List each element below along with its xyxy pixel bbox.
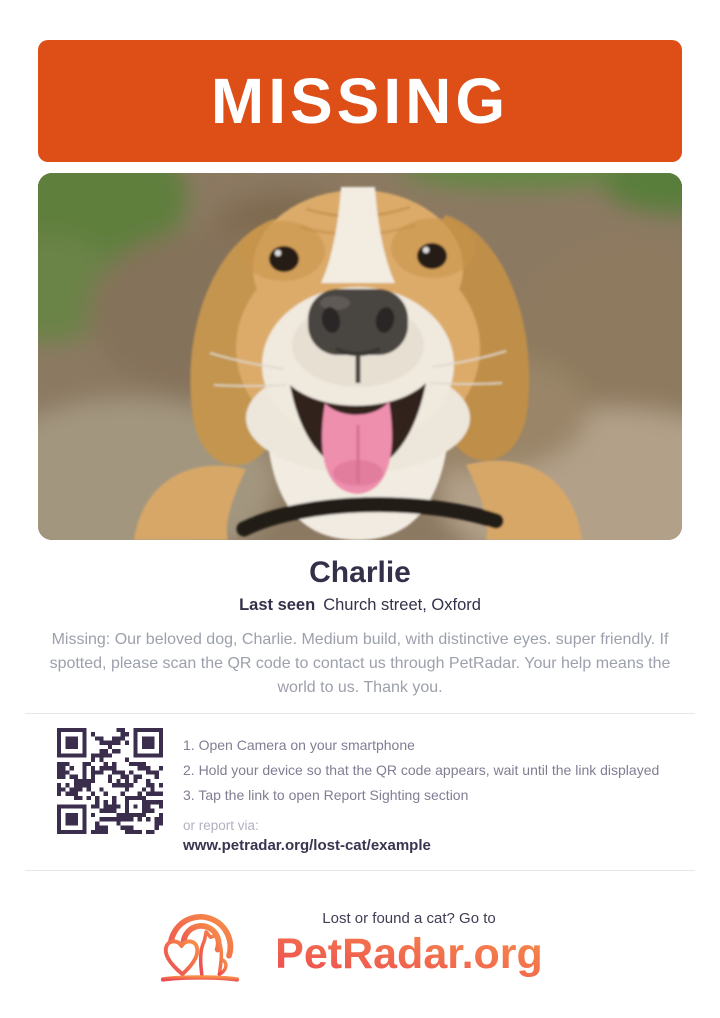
footer-text (254, 909, 564, 984)
cat-silhouette-icon (201, 932, 222, 974)
pet-description: Missing: Our beloved dog, Charlie. Medium build, with distinctive eyes. super friendly. If spotted, please scan the QR code to contact us through PetRadar. Your help means the world to us. Thank you. (49, 631, 671, 696)
footer-tagline: Lost or found a cat? Go to (322, 909, 496, 927)
petradar-logo (156, 899, 244, 993)
report-url: www.petradar.org/lost-cat/example (183, 837, 431, 854)
divider-bottom (25, 870, 695, 871)
heart-icon (166, 941, 198, 974)
footer (38, 899, 682, 993)
missing-title: MISSING (210, 65, 510, 137)
qr-instructions (183, 728, 682, 855)
instruction-step: 1. Open Camera on your smartphone (183, 737, 415, 753)
dog-photo-illustration (38, 173, 682, 540)
last-seen-location: Church street, Oxford (323, 596, 481, 614)
qr-section (38, 714, 682, 855)
instruction-step: 2. Hold your device so that the QR code appears, wait until the link displayed (183, 762, 660, 778)
instruction-step: 3. Tap the link to open Report Sighting section (183, 787, 469, 803)
qr-code (57, 728, 163, 834)
pet-name: Charlie (309, 556, 411, 589)
brand-text: PetRadar.org (275, 929, 543, 978)
report-via-label: or report via: (183, 818, 259, 833)
ground-line (163, 977, 237, 979)
last-seen-line (38, 595, 682, 615)
missing-banner (38, 40, 682, 162)
last-seen-label: Last seen (239, 596, 316, 614)
brand-wordmark (254, 929, 564, 979)
pet-photo (38, 173, 682, 540)
